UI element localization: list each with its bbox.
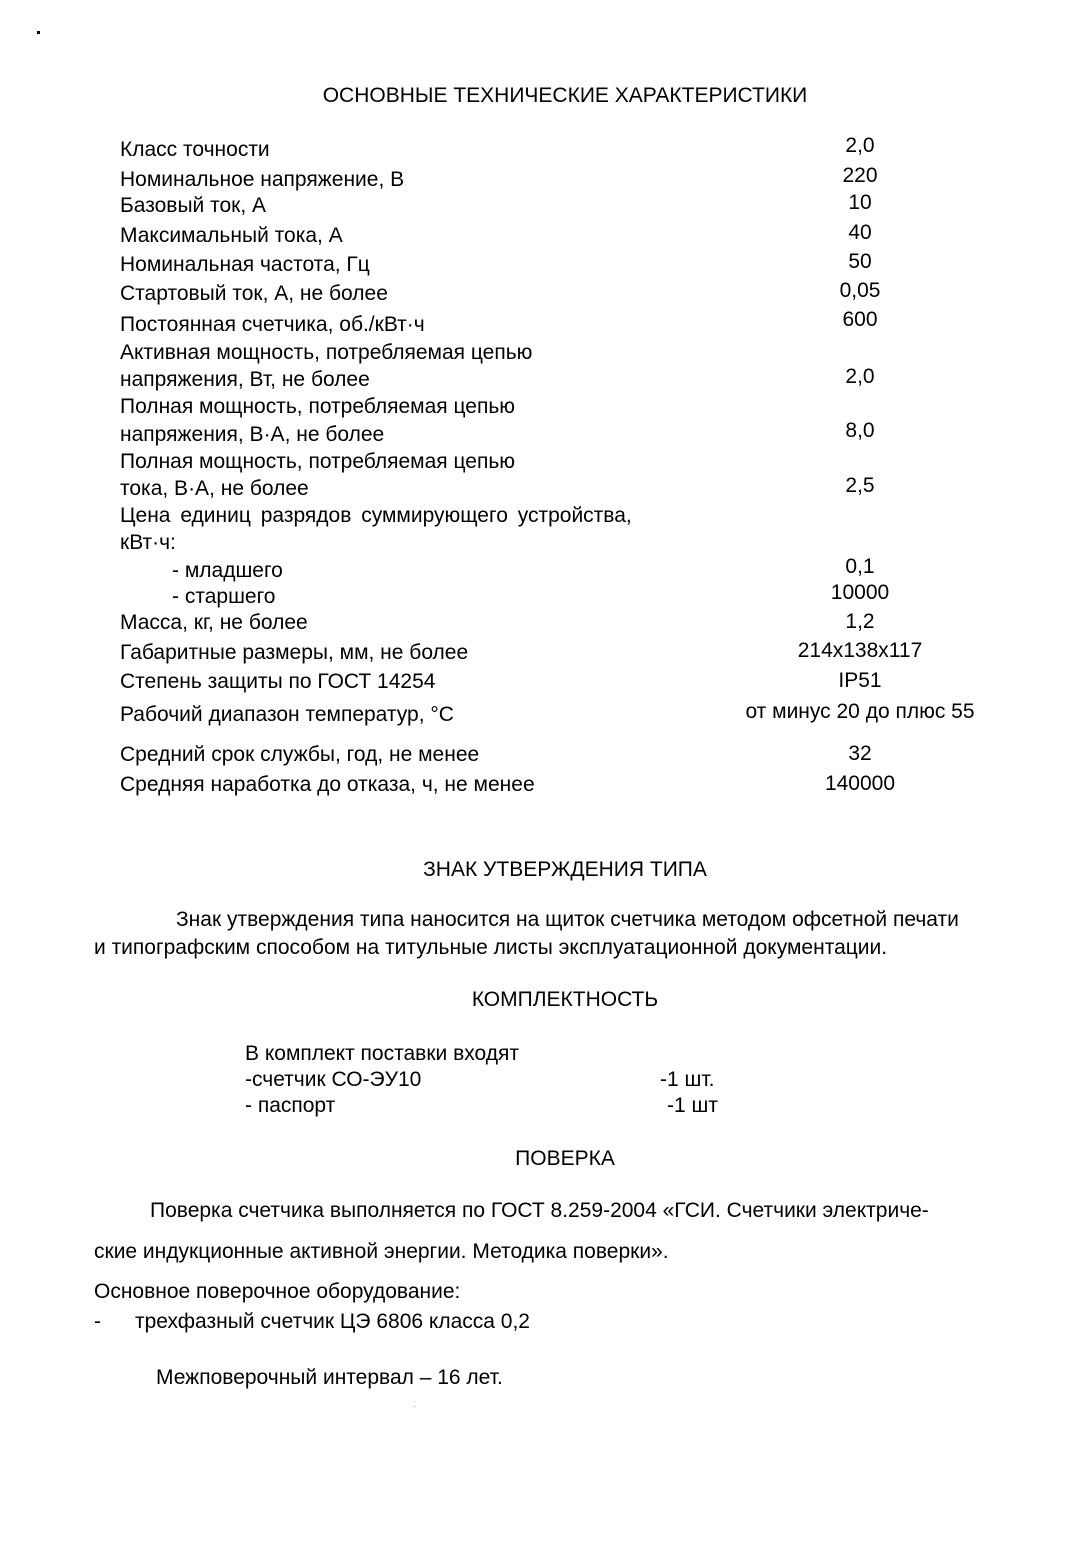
specs-heading: ОСНОВНЫЕ ТЕХНИЧЕСКИЕ ХАРАКТЕРИСТИКИ xyxy=(322,84,808,107)
spec-value: 0,1 xyxy=(845,555,875,578)
spec-value: 600 xyxy=(842,308,878,331)
spec-value: 2,0 xyxy=(845,365,875,388)
spec-label: Класс точности xyxy=(120,138,270,161)
verification-interval: Межповерочный интервал – 16 лет. xyxy=(156,1366,503,1389)
spec-value: 10000 xyxy=(830,581,890,604)
kit-item-qty: -1 шт xyxy=(667,1094,718,1117)
spec-label-cont: кВт·ч: xyxy=(120,531,176,554)
kit-item-qty: -1 шт. xyxy=(660,1068,715,1091)
spec-label: Активная мощность, потребляемая цепью xyxy=(120,341,533,364)
approval-heading: ЗНАК УТВЕРЖДЕНИЯ ТИПА xyxy=(423,858,707,881)
spec-value: 10 xyxy=(848,191,872,214)
spec-label-cont: напряжения, В·А, не более xyxy=(120,423,385,446)
spec-value: 2,0 xyxy=(845,134,875,157)
verification-text-line1: Поверка счетчика выполняется по ГОСТ 8.259-2004 «ГСИ. Счетчики электриче- xyxy=(150,1199,929,1222)
spec-value: 2,5 xyxy=(845,474,875,497)
spec-label: Базовый ток, А xyxy=(120,194,267,217)
spec-label: Степень защиты по ГОСТ 14254 xyxy=(120,670,436,693)
approval-text-line2: и типографским способом на титульные листы эксплуатационной документации. xyxy=(94,936,888,959)
spec-label: Постоянная счетчика, об./кВт·ч xyxy=(120,313,425,336)
spec-value: 8,0 xyxy=(845,419,875,442)
verification-heading: ПОВЕРКА xyxy=(515,1147,615,1170)
spec-value: 140000 xyxy=(824,772,896,795)
spec-label: Номинальное напряжение, В xyxy=(120,168,405,191)
spec-value: IP51 xyxy=(838,669,882,692)
approval-text-line1: Знак утверждения типа наносится на щиток счетчика методом офсетной печати xyxy=(176,908,959,931)
spec-label: Максимальный тока, А xyxy=(120,224,343,247)
equipment-item: трехфазный счетчик ЦЭ 6806 класса 0,2 xyxy=(135,1310,530,1333)
verification-text-line2: ские индукционные активной энергии. Методика поверки». xyxy=(94,1240,669,1263)
spec-value: 0,05 xyxy=(839,279,881,302)
spec-value: 220 xyxy=(842,164,878,187)
spec-label: Полная мощность, потребляемая цепью xyxy=(120,450,516,473)
spec-value: 40 xyxy=(848,221,872,244)
spec-value: 32 xyxy=(848,742,872,765)
scan-speck xyxy=(414,1406,415,1407)
equipment-label: Основное поверочное оборудование: xyxy=(94,1280,461,1303)
spec-label: Полная мощность, потребляемая цепью xyxy=(120,395,516,418)
kit-intro: В комплект поставки входят xyxy=(245,1042,519,1065)
spec-label: Габаритные размеры, мм, не более xyxy=(120,641,469,664)
spec-label: Цена единиц разрядов суммирующего устройства, xyxy=(120,504,632,527)
spec-label-cont: напряжения, Вт, не более xyxy=(120,368,370,391)
spec-sublabel: - старшего xyxy=(172,585,276,608)
spec-label-cont: тока, В·А, не более xyxy=(120,477,309,500)
spec-value: 214x138x117 xyxy=(797,639,923,662)
kit-item-name: - паспорт xyxy=(245,1094,336,1117)
spec-value: 50 xyxy=(848,250,872,273)
spec-label: Стартовый ток, А, не более xyxy=(120,282,388,305)
spec-value: 1,2 xyxy=(845,610,875,633)
scan-speck xyxy=(37,31,40,34)
spec-label: Средний срок службы, год, не менее xyxy=(120,743,480,766)
equipment-bullet: - xyxy=(94,1310,101,1333)
spec-label: Рабочий диапазон температур, °С xyxy=(120,703,454,726)
spec-label: Масса, кг, не более xyxy=(120,611,308,634)
spec-label: Средняя наработка до отказа, ч, не менее xyxy=(120,773,535,796)
kit-item-name: -счетчик СО-ЭУ10 xyxy=(245,1068,422,1091)
spec-value: от минус 20 до плюс 55 xyxy=(745,700,975,723)
kit-heading: КОМПЛЕКТНОСТЬ xyxy=(471,988,659,1011)
spec-sublabel: - младшего xyxy=(172,559,283,582)
spec-label: Номинальная частота, Гц xyxy=(120,253,370,276)
